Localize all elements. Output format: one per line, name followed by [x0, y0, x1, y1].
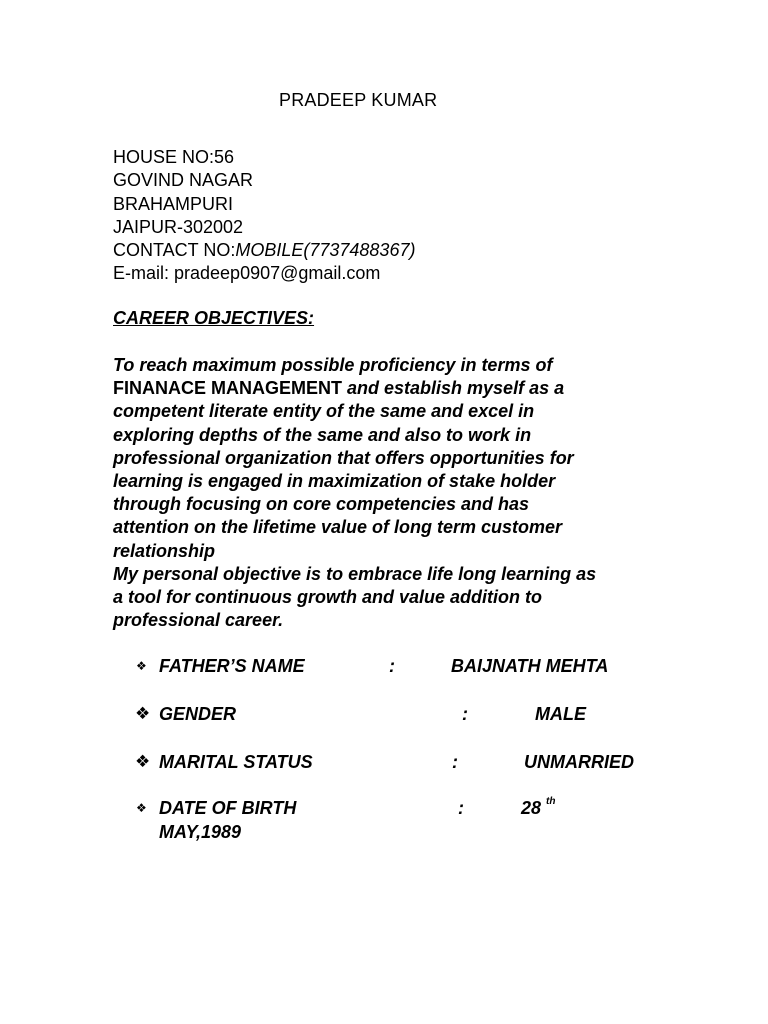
objective-line: My personal objective is to embrace life long learning as — [113, 563, 597, 584]
address-city: JAIPUR-302002 — [113, 216, 244, 237]
dob-day: 28 — [521, 798, 542, 818]
dob-day-suffix: th — [546, 796, 556, 807]
objective-line: FINANACE MANAGEMENT and establish myself as a — [113, 378, 565, 399]
detail-colon: : — [462, 704, 468, 724]
objective-line: competent literate entity of the same and excel in — [113, 401, 535, 422]
objective-line: professional organization that offers opportunities for — [113, 447, 574, 468]
address-locality: BRAHAMPURI — [113, 193, 234, 214]
detail-colon: : — [389, 656, 395, 676]
objective-line: a tool for continuous growth and value addition to — [113, 587, 542, 608]
career-objectives-heading: CAREER OBJECTIVES: — [113, 308, 315, 328]
objective-line: exploring depths of the same and also to work in — [113, 424, 532, 445]
contact-mobile: MOBILE(7737488367) — [235, 240, 416, 261]
detail-label: DATE OF BIRTH — [159, 798, 297, 818]
objective-line: attention on the lifetime value of long term customer — [113, 517, 563, 538]
address-area: GOVIND NAGAR — [113, 170, 254, 191]
diamond-bullet-icon: ❖ — [136, 801, 147, 815]
candidate-name: PRADEEP KUMAR — [279, 90, 438, 110]
objective-line: learning is engaged in maximization of stake holder — [113, 471, 556, 492]
detail-label: GENDER — [159, 704, 237, 724]
contact-prefix: CONTACT NO: — [113, 240, 236, 261]
contact-line — [113, 239, 415, 262]
career-objective-text — [113, 354, 658, 632]
email-line: E-mail: pradeep0907@gmail.com — [113, 263, 381, 284]
address-house: HOUSE NO:56 — [113, 147, 235, 167]
objective-line: through focusing on core competencies and has — [113, 494, 530, 515]
detail-label: FATHER’S NAME — [159, 656, 305, 676]
detail-value: MALE — [535, 704, 586, 724]
detail-label: MARITAL STATUS — [159, 752, 313, 772]
dob-month-year: MAY,1989 — [159, 822, 242, 842]
objective-line: To reach maximum possible proficiency in terms of — [113, 355, 553, 375]
diamond-bullet-icon: ❖ — [136, 659, 147, 673]
objective-line: professional career. — [113, 610, 284, 631]
detail-colon: : — [458, 798, 464, 818]
objective-line: relationship — [113, 540, 216, 561]
detail-value: UNMARRIED — [524, 752, 634, 772]
objective-emphasis: FINANACE MANAGEMENT — [113, 378, 342, 399]
diamond-bullet-icon: ❖ — [135, 704, 151, 724]
diamond-bullet-icon: ❖ — [135, 752, 151, 772]
address-block — [113, 146, 415, 286]
detail-value — [521, 798, 556, 819]
detail-colon: : — [452, 752, 458, 772]
detail-value: BAIJNATH MEHTA — [451, 656, 609, 676]
